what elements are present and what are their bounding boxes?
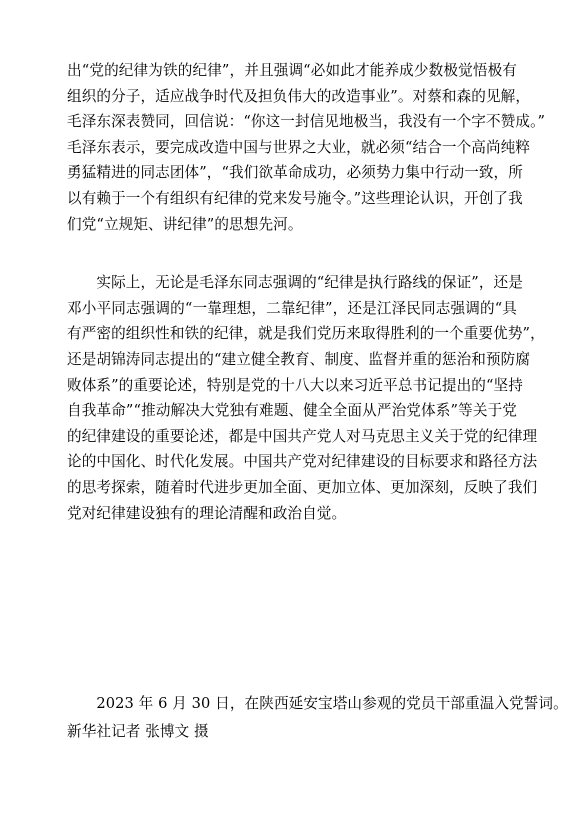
text-line: 有严密的组织性和铁的纪律，就是我们党历来取得胜利的一个重要优势”， [67,325,545,343]
text-line: 党对纪律建设独有的理论清醒和政治自觉。 [67,504,347,522]
text-line: 论的中国化、时代化发展。中国共产党对纪律建设的目标要求和路径方法 [67,453,538,471]
article-body [67,58,546,526]
text-line: 毛泽东表示，要完成改造中国与世界之大业，就必须“结合一个高尚纯粹 [67,138,531,156]
text-line: 败体系”的重要论述，特别是党的十八大以来习近平总书记提出的“坚持 [67,376,523,394]
text-line: 的思考探索，随着时代进步更加全面、更加立体、更加深刻，反映了我们 [67,478,538,496]
photo-credit: 新华社记者 张博文 摄 [67,723,209,740]
text-line: 的纪律建设的重要论述，都是中国共产党人对马克思主义关于党的纪律理 [67,427,538,445]
text-line: 们党“立规矩、讲纪律”的思想先河。 [67,215,303,233]
text-line: 毛泽东深表赞同，回信说：“你这一封信见地极当，我没有一个字不赞成。” [67,113,546,131]
paragraph-1 [67,58,546,237]
text-line: 勇猛精进的同志团体”，“我们欲革命成功，必须势力集中行动一致，所 [67,164,523,182]
caption-text: 2023 年 6 月 30 日，在陕西延安宝塔山参观的党员干部重温入党誓词。 [67,695,568,712]
text-line: 以有赖于一个有组织有纪律的党来发号施令。”这些理论认识，开创了我 [67,189,523,207]
text-line: 邓小平同志强调的“一靠理想，二靠纪律”，还是江泽民同志强调的“具 [67,299,517,317]
text-line: 出“党的纪律为铁的纪律”，并且强调“必如此才能养成少数极觉悟极有 [67,62,517,79]
text-line: 实际上，无论是毛泽东同志强调的“纪律是执行路线的保证”，还是 [67,274,523,292]
photo-caption [67,690,568,746]
text-line: 还是胡锦涛同志提出的“建立健全教育、制度、监督并重的惩治和预防腐 [67,350,531,368]
text-line: 组织的分子，适应战争时代及担负伟大的改造事业”。对蔡和森的见解， [67,87,531,105]
paragraph-2 [67,270,545,526]
text-line: 自我革命”“推动解决大党独有难题、健全全面从严治党体系”等关于党 [67,402,517,420]
